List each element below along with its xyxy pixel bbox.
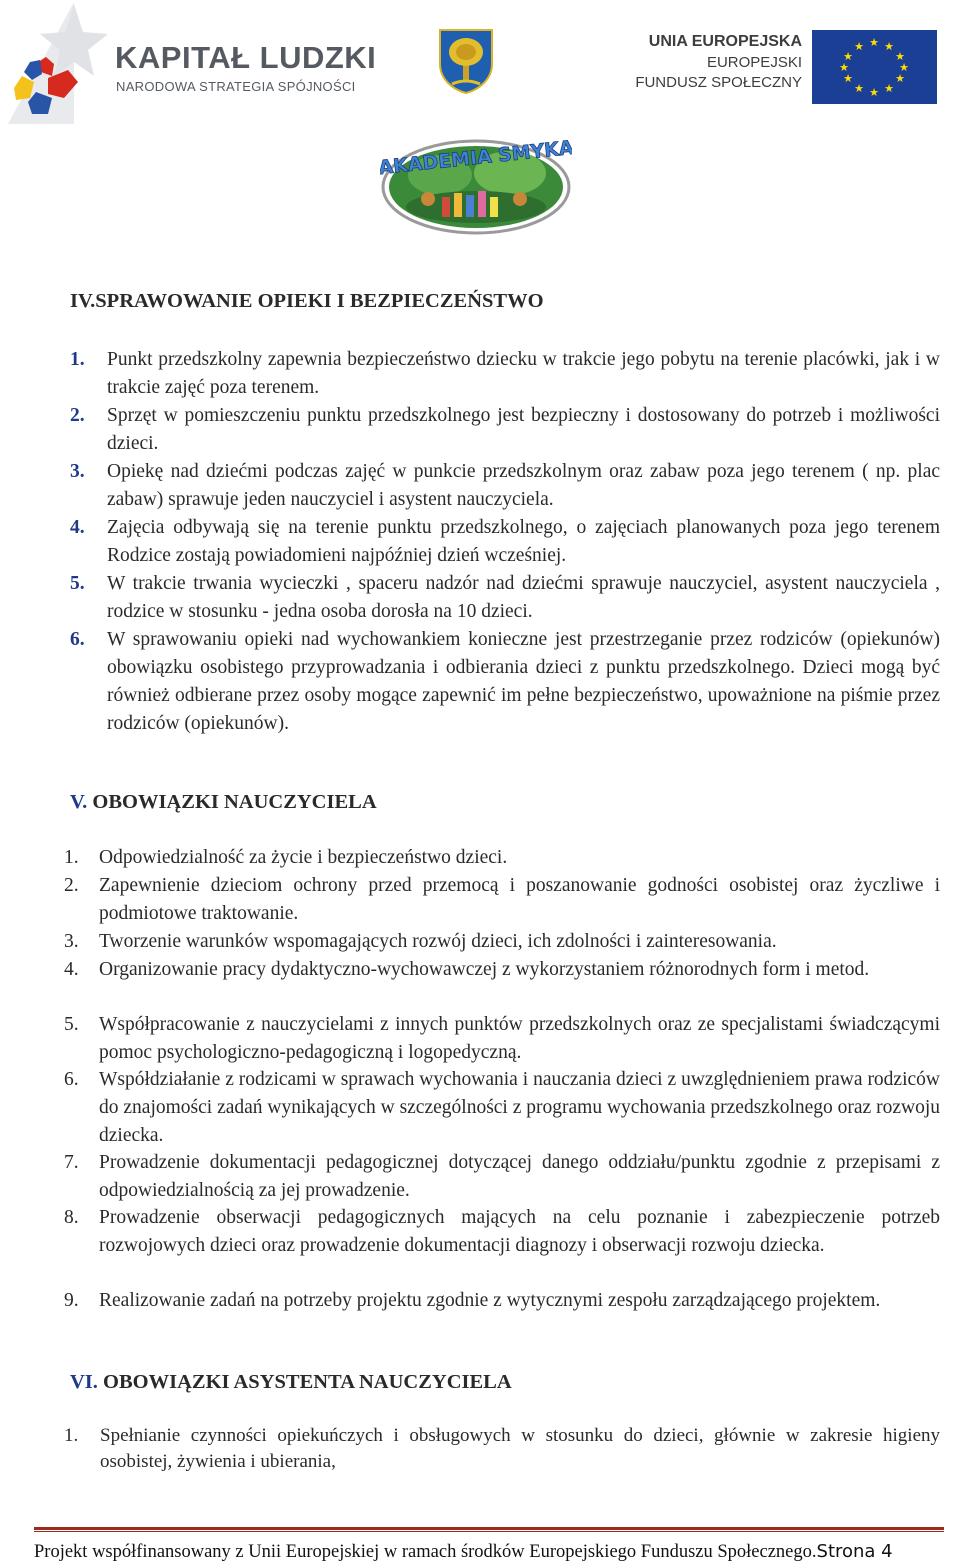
- section-heading-vi: [70, 1371, 512, 1394]
- eu-flag-icon: [812, 30, 937, 104]
- svg-text:★: ★: [884, 40, 894, 53]
- section-number: IV.: [70, 290, 96, 312]
- item-text: Organizowanie pracy dydaktyczno-wychowawczej z wykorzystaniem różnorodnych form i metod.: [99, 959, 870, 980]
- item-text: Sprzęt w pomieszczeniu punktu przedszkolnego jest bezpieczny i dostosowany do potrzeb i możliwości dzieci.: [107, 405, 940, 454]
- item-number: 4.: [64, 959, 79, 980]
- section-heading-iv: [70, 290, 544, 313]
- section-title: OBOWIĄZKI NAUCZYCIELA: [92, 791, 377, 813]
- item-text: Punkt przedszkolny zapewnia bezpieczeństwo dziecku w trakcie jego pobytu na terenie placówki, jak i w trakcie zajęć poza terenem.: [107, 349, 940, 398]
- kapital-ludzki-subtitle: NARODOWA STRATEGIA SPÓJNOŚCI: [116, 79, 356, 94]
- kapital-ludzki-title: KAPITAŁ LUDZKI: [115, 40, 377, 75]
- item-text: Tworzenie warunków wspomagających rozwój dzieci, ich zdolności i zainteresowania.: [99, 931, 777, 952]
- item-text: Prowadzenie dokumentacji pedagogicznej dotyczącej danego oddziału/punktu zgodnie z przepisami z odpowiedzialnością za jej prowadzenie.: [99, 1152, 940, 1201]
- svg-text:★: ★: [854, 82, 864, 95]
- section-number: VI.: [70, 1371, 98, 1393]
- item-text: Realizowanie zadań na potrzeby projektu zgodnie z wytycznymi zespołu zarządzającego projektem.: [99, 1290, 881, 1311]
- svg-text:★: ★: [884, 82, 894, 95]
- item-text: Spełnianie czynności opiekuńczych i obsługowych w stosunku do dzieci, głównie w zakresie higieny osobistej, żywienia i ubierania,: [100, 1425, 940, 1472]
- kapital-ludzki-star-icon: [8, 2, 108, 124]
- item-number: 5.: [64, 1014, 79, 1035]
- item-number: 8.: [64, 1207, 79, 1228]
- item-number: 6.: [70, 629, 85, 650]
- item-text: Zajęcia odbywają się na terenie punktu przedszkolnego, o zajęciach planowanych poza jego terenem Rodzice zostają powiadomieni najpóźniej dzień wcześniej.: [107, 517, 940, 566]
- item-text: Opiekę nad dziećmi podczas zajęć w punkcie przedszkolnym oraz zabaw poza jego terenem ( np. plac zabaw) sprawuje jeden nauczyciel i asystent nauczyciela.: [107, 461, 940, 510]
- item-number: 2.: [64, 875, 79, 896]
- coat-of-arms-tree-icon: [438, 28, 494, 94]
- ue-line-3: FUNDUSZ SPOŁECZNY: [635, 74, 802, 91]
- item-number: 5.: [70, 573, 85, 594]
- item-number: 2.: [70, 405, 85, 426]
- footer-rule: [34, 1527, 944, 1530]
- item-number: 7.: [64, 1152, 79, 1173]
- item-text: Współpracowanie z nauczycielami z innych punktów przedszkolnych oraz ze specjalistami świadczącymi pomoc psychologiczno-pedagogiczną i logopedyczną.: [99, 1014, 940, 1063]
- footer: [34, 1541, 893, 1563]
- svg-text:★: ★: [895, 50, 905, 63]
- item-number: 1.: [64, 847, 79, 868]
- akademia-smyka-logo: [380, 135, 572, 235]
- item-text: Współdziałanie z rodzicami w sprawach wychowania i nauczania dzieci z uwzględnieniem prawa rodziców do znajomości zadań wynikających w szczególności z programu wychowania przedszkolnego oraz rozwoju dziecka.: [99, 1069, 940, 1146]
- item-text: W trakcie trwania wycieczki , spaceru nadzór nad dziećmi sprawuje nauczyciel, asystent nauczyciela , rodzice w stosunku - jedna osoba dorosła na 10 dzieci.: [107, 573, 940, 622]
- eu-social-fund-logo: [635, 30, 940, 110]
- svg-text:★: ★: [843, 50, 853, 63]
- section-title: SPRAWOWANIE OPIEKI I BEZPIECZEŃSTWO: [95, 290, 544, 312]
- svg-text:★: ★: [839, 61, 849, 74]
- svg-text:★: ★: [895, 72, 905, 85]
- svg-text:★: ★: [869, 36, 879, 49]
- ue-line-1: UNIA EUROPEJSKA: [648, 33, 802, 50]
- item-number: 9.: [64, 1290, 79, 1311]
- page-number: Strona 4: [816, 1541, 893, 1562]
- section-title: OBOWIĄZKI ASYSTENTA NAUCZYCIELA: [103, 1371, 512, 1393]
- svg-text:★: ★: [843, 72, 853, 85]
- item-number: 1.: [64, 1425, 79, 1446]
- section-heading-v: [70, 791, 377, 814]
- item-number: 6.: [64, 1069, 79, 1090]
- footer-text: Projekt współfinansowany z Unii Europejskiej w ramach środków Europejskiego Funduszu Społecznego.: [34, 1542, 817, 1562]
- footer-rule-thin: [34, 1531, 944, 1532]
- svg-text:★: ★: [869, 86, 879, 99]
- akademia-smyka-text: AKADEMIA SMYKA: [380, 136, 572, 180]
- ue-line-2: EUROPEJSKI: [706, 54, 802, 71]
- item-number: 4.: [70, 517, 85, 538]
- item-number: 1.: [70, 349, 85, 370]
- item-text: Zapewnienie dzieciom ochrony przed przemocą i poszanowanie godności osobistej oraz życzliwe i podmiotowe traktowanie.: [99, 875, 940, 924]
- svg-text:★: ★: [899, 61, 909, 74]
- kapital-ludzki-logo: [8, 2, 377, 124]
- section-number: V.: [70, 791, 88, 813]
- item-text: Prowadzenie obserwacji pedagogicznych mających na celu poznanie i zabezpieczenie potrzeb rozwojowych dzieci oraz prowadzenie dokumentacji diagnozy i obserwacji rozwoju dziecka.: [99, 1207, 940, 1256]
- item-text: Odpowiedzialność za życie i bezpieczeństwo dzieci.: [99, 847, 508, 868]
- item-text: W sprawowaniu opieki nad wychowankiem konieczne jest przestrzeganie przez rodziców (opiekunów) obowiązku osobistego przyprowadzania i odbierania dzieci z punktu przedszkolnego. Dzieci mogą być również odbierane przez osoby mogące zapewnić im pełne bezpieczeństwo, upoważnione na piśmie przez rodziców (opiekunów).: [107, 629, 940, 734]
- item-number: 3.: [70, 461, 85, 482]
- item-number: 3.: [64, 931, 79, 952]
- svg-text:★: ★: [854, 40, 864, 53]
